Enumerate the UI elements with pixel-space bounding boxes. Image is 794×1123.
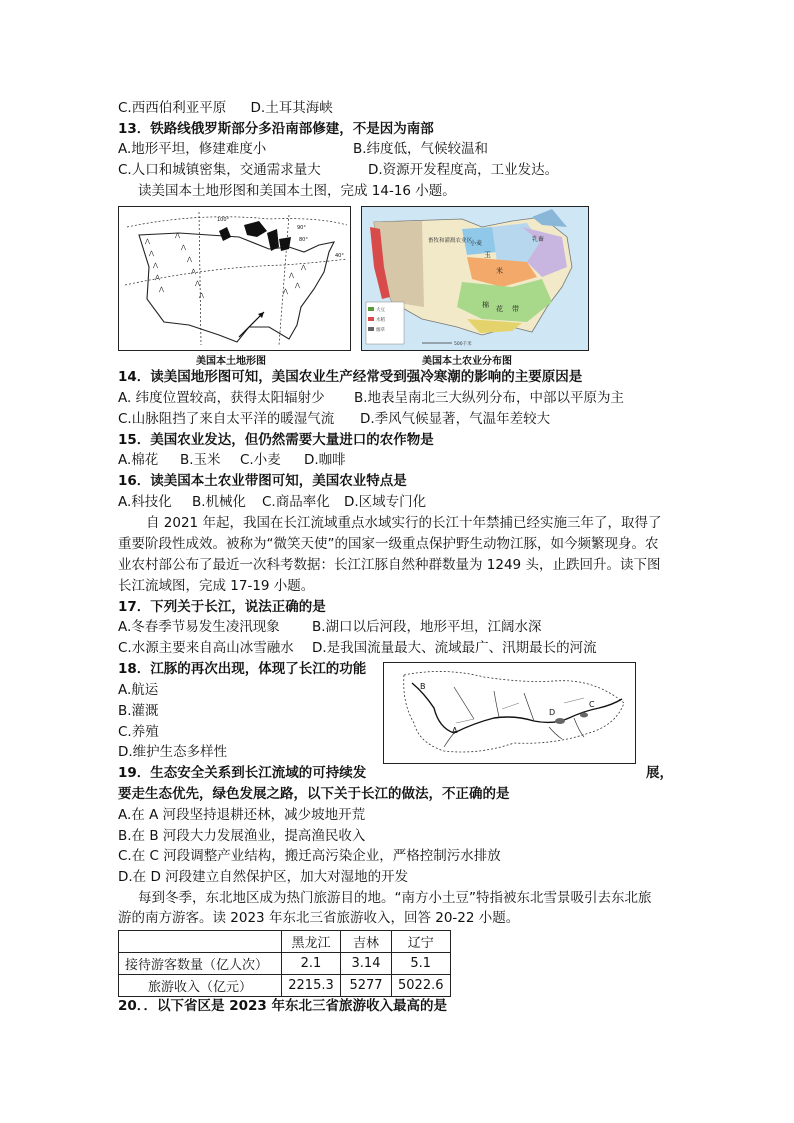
q19-option-c: C.在 C 河段调整产业结构，搬迁高污染企业，严格控制污水排放 [118,848,501,864]
q19-stem-line-1: 19．生态安全关系到长江流域的可持续发 [118,765,367,781]
svg-text:⋀: ⋀ [155,274,160,281]
map2-legend-rice: 水稻 [376,318,385,323]
q18-option-c: C.养殖 [118,724,159,740]
legend-swatch-rice [368,317,374,321]
q19-stem-line-2: 要走生态优先，绿色发展之路，以下关于长江的做法，不正确的是 [118,786,510,802]
q19-option-a: A.在 A 河段坚持退耕还林，减少坡地开荒 [118,807,366,823]
q16-option-a: A.科技化 [118,494,172,510]
table-header-heilongjiang: 黑龙江 [282,931,341,953]
q13-options-cd [118,160,558,180]
map1-label-40: 40° [335,253,344,259]
table-cell: 3.14 [341,953,392,975]
svg-text:⋀: ⋀ [175,232,180,239]
q17-option-d: D.是我国流量最大、流域最广、汛期最长的河流 [312,640,597,656]
table-cell: 2.1 [282,953,341,975]
q16-option-c: C.商品率化 [262,494,330,510]
map1-label-80: 80° [299,237,308,243]
q14-stem: 14．读美国地形图可知，美国农业生产经常受到强冷寒潮的影响的主要原因是 [118,369,583,385]
svg-text:⋀: ⋀ [145,238,150,245]
table-header-liaoning: 辽宁 [392,931,451,953]
map2-label-corn-1: 玉 [484,251,491,259]
q18-option-b: B.灌溉 [118,703,159,719]
intro-17-19-line-4: 长江流域图，完成 17-19 小题。 [118,578,315,594]
map3-label-a: A [452,726,458,735]
intro-14-16: 读美国本土地形图和美国本土图，完成 14-16 小题。 [138,183,456,199]
svg-text:⋀: ⋀ [295,282,300,289]
svg-text:⋀: ⋀ [301,264,306,271]
q15-option-a: A.棉花 [118,452,159,468]
q17-stem: 17．下列关于长江，说法正确的是 [118,599,326,615]
q15-stem: 15．美国农业发达，但仍然需要大量进口的农作物是 [118,432,434,448]
us-agriculture-map-drawing [362,207,588,350]
q13-options-ab [118,139,488,159]
svg-text:⋀: ⋀ [199,292,204,299]
table-header-blank [119,931,282,953]
map2-label-belt: 带 [512,305,519,313]
map2-caption: 美国本土农业分布图 [422,356,512,367]
q14-options-ab [118,388,624,408]
q15-option-b: B.玉米 [180,452,221,468]
svg-text:⋀: ⋀ [191,268,196,275]
intro-20-22-line-1: 每到冬季，东北地区成为热门旅游目的地。“南方小土豆”特指被东北雪景吸引去东北旅 [138,890,652,906]
q13-option-a: A.地形平坦，修建难度小 [118,141,267,157]
q17-options-ab [118,617,542,637]
table-header-row [119,931,451,953]
svg-text:⋀: ⋀ [187,256,192,263]
q19-stem-line-1-end: 展， [646,765,673,781]
map1-caption: 美国本土地形图 [196,356,266,367]
q15-options [118,450,346,470]
table-cell: 5022.6 [392,975,451,997]
map2-label-cotton-1: 棉 [482,301,489,309]
yangtze-basin-map [383,662,636,764]
q17-option-c: C.水源主要来自高山冰雪融水 [118,640,294,656]
svg-text:⋀: ⋀ [181,244,186,251]
map2-legend-tobacco: 烟草 [376,328,385,333]
map2-label-cotton-2: 花 [496,305,503,313]
q15-option-c: C.小麦 [240,452,281,468]
map2-label-grazing: 畜牧和灌溉农业区 [428,238,473,244]
q20-stem: 20．．以下省区是 2023 年东北三省旅游收入最高的是 [118,998,448,1014]
q12-option-c: C.西西伯利亚平原 [118,100,227,116]
legend-swatch-tobacco [368,327,374,331]
map2-scale: 500千米 [454,342,472,347]
map2-legend-soybean: 大豆 [376,308,385,313]
q19-option-d: D.在 D 河段建立自然保护区，加大对湿地的开发 [118,869,409,885]
svg-text:⋀: ⋀ [195,280,200,287]
svg-text:⋀: ⋀ [289,272,294,279]
q14-options-cd [118,409,550,429]
svg-text:⋀: ⋀ [159,286,164,293]
svg-text:⋀: ⋀ [153,262,158,269]
intro-17-19-line-1: 自 2021 年起，我国在长江流域重点水域实行的长江十年禁捕已经实施三年了，取得了 [146,515,662,531]
table-cell: 5.1 [392,953,451,975]
table-row [119,975,451,997]
svg-text:⋀: ⋀ [149,250,154,257]
q13-option-b: B.纬度低，气候较温和 [353,141,489,157]
yangtze-basin-map-drawing [384,663,635,763]
svg-text:⋀: ⋀ [283,288,288,295]
table-row-label: 接待游客数量（亿人次） [119,953,282,975]
q16-option-d: D.区域专门化 [344,494,427,510]
map3-label-b: B [420,682,426,691]
q14-option-b: B.地表呈南北三大纵列分布，中部以平原为主 [354,390,625,406]
q18-option-d: D.维护生态多样性 [118,744,228,760]
map1-label-100: 100° [217,217,230,223]
map2-label-wheat: 小麦 [470,240,483,247]
intro-20-22-line-2: 游的南方游客。读 2023 年东北三省旅游收入，回答 20-22 小题。 [118,910,520,926]
q17-option-b: B.湖口以后河段，地形平坦，江阔水深 [312,619,542,635]
q13-option-d: D.资源开发程度高，工业发达。 [368,162,559,178]
q15-option-d: D.咖啡 [304,452,346,468]
q12-options [118,98,333,118]
q16-option-b: B.机械化 [192,494,247,510]
map2-label-dairy: 乳畜 [532,236,545,243]
q14-option-a: A. 纬度位置较高，获得太阳辐射少 [118,390,325,406]
table-header-jilin: 吉林 [341,931,392,953]
q12-option-d: D.土耳其海峡 [250,100,333,116]
q18-stem: 18．江豚的再次出现，体现了长江的功能 [118,661,367,677]
table-cell: 5277 [341,975,392,997]
q17-options-cd [118,638,597,658]
us-agriculture-map [361,206,589,351]
q17-option-a: A.冬春季节易发生凌汛现象 [118,619,280,635]
q16-options [118,492,426,512]
map2-label-corn-2: 米 [496,267,503,275]
map3-label-c: C [589,700,595,709]
q16-stem: 16．读美国本土农业带图可知，美国农业特点是 [118,473,407,489]
us-terrain-map [118,206,351,351]
map3-label-d: D [549,708,556,717]
q14-option-d: D.季风气候显著，气温年差较大 [360,411,551,427]
us-terrain-map-drawing [119,207,350,350]
table-row-label: 旅游收入（亿元） [119,975,282,997]
map1-label-90: 90° [297,225,306,231]
q13-option-c: C.人口和城镇密集，交通需求量大 [118,162,321,178]
q18-option-a: A.航运 [118,682,159,698]
q14-option-c: C.山脉阻挡了来自太平洋的暖湿气流 [118,411,335,427]
tourism-table [118,930,451,997]
intro-17-19-line-3: 业农村部公布了最近一次科考数据：长江江豚自然种群数量为 1249 头，止跌回升。读下图 [118,557,661,573]
legend-swatch-soybean [368,307,374,311]
table-row [119,953,451,975]
table-cell: 2215.3 [282,975,341,997]
intro-17-19-line-2: 重要阶段性成效。被称为“微笑天使”的国家一级重点保护野生动物江豚，如今频繁现身。农 [118,536,659,552]
q19-option-b: B.在 B 河段大力发展渔业，提高渔民收入 [118,828,366,844]
q13-stem: 13．铁路线俄罗斯部分多沿南部修建，不是因为南部 [118,121,434,137]
